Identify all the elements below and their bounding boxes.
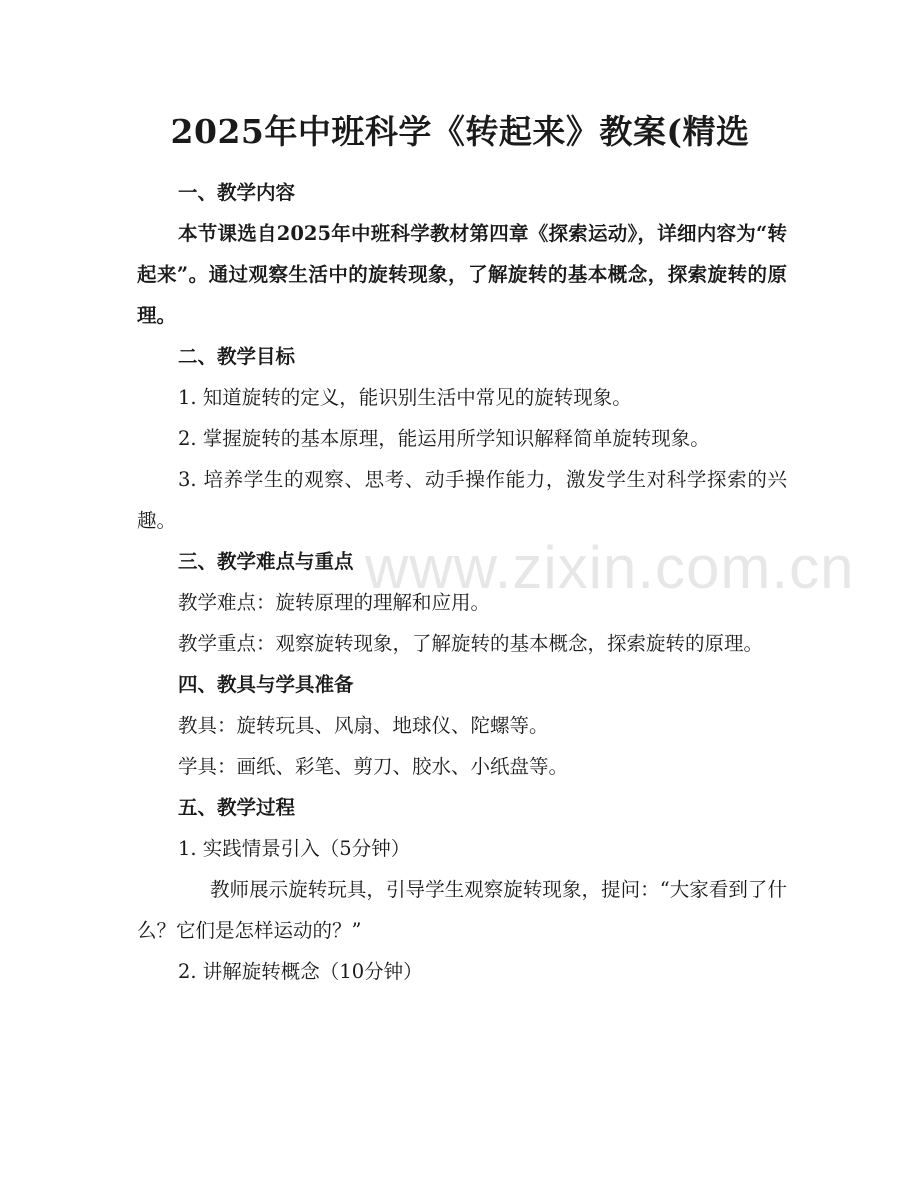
process-step-1-text: 教师展示旋转玩具，引导学生观察旋转现象，提问：“大家看到了什么？它们是怎样运动的？” xyxy=(137,878,787,942)
section-4-heading: 四、教具与学具准备 xyxy=(178,673,354,696)
teaching-key-point: 教学重点：观察旋转现象，了解旋转的基本概念，探索旋转的原理。 xyxy=(178,632,764,655)
process-step-2: 2. 讲解旋转概念（10分钟） xyxy=(178,960,423,983)
document-body xyxy=(137,172,787,992)
process-step-1: 1. 实践情景引入（5分钟） xyxy=(178,837,411,860)
section-1-heading: 一、教学内容 xyxy=(178,181,296,204)
teaching-difficulty: 教学难点：旋转原理的理解和应用。 xyxy=(178,591,491,614)
section-2-heading: 二、教学目标 xyxy=(178,345,296,368)
learning-aids: 学具：画纸、彩笔、剪刀、胶水、小纸盘等。 xyxy=(178,755,569,778)
objective-item-3: 3. 培养学生的观察、思考、动手操作能力，激发学生对科学探索的兴趣。 xyxy=(137,468,787,532)
teaching-aids: 教具：旋转玩具、风扇、地球仪、陀螺等。 xyxy=(178,714,549,737)
section-5-heading: 五、教学过程 xyxy=(178,796,296,819)
objective-item-2: 2. 掌握旋转的基本原理，能运用所学知识解释简单旋转现象。 xyxy=(178,427,710,450)
section-1-paragraph: 本节课选自2025年中班科学教材第四章《探索运动》，详细内容为“转起来”。通过观察生活中的旋转现象，了解旋转的基本概念，探索旋转的原理。 xyxy=(137,222,787,327)
section-3-heading: 三、教学难点与重点 xyxy=(178,550,354,573)
watermark: www.zixin.com.cn xyxy=(365,534,855,601)
objective-item-1: 1. 知道旋转的定义，能识别生活中常见的旋转现象。 xyxy=(178,386,632,409)
document-title: 2025年中班科学《转起来》教案(精选 xyxy=(170,112,750,151)
